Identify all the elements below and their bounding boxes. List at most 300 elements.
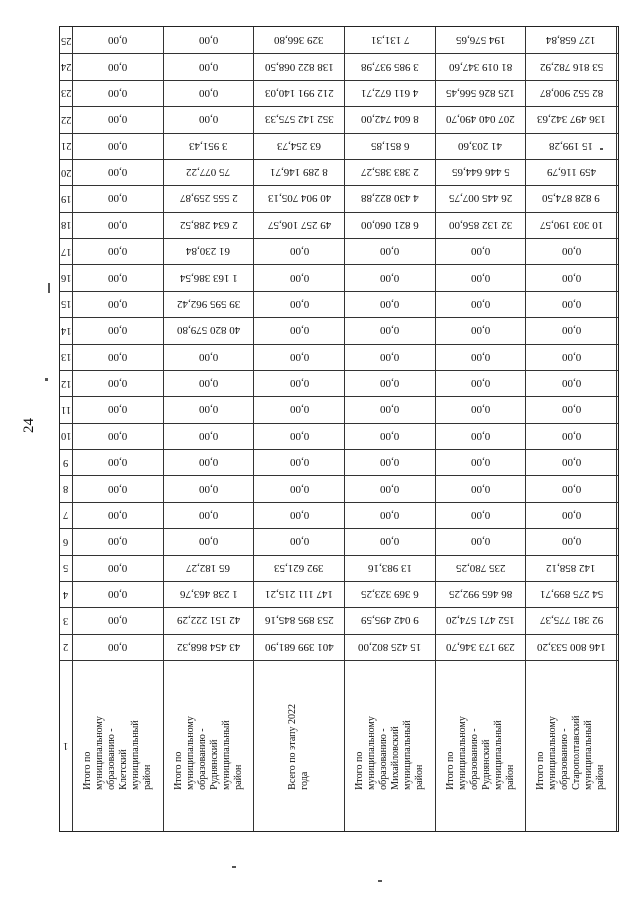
value-cell bbox=[164, 264, 254, 290]
row-label-text: Итого по муниципальному образованию - Старополтавский муниципальный район bbox=[535, 715, 607, 790]
column-index-text: 5 bbox=[63, 562, 69, 574]
value-cell bbox=[73, 607, 163, 633]
value-cell bbox=[254, 133, 344, 159]
column-index-text: 9 bbox=[63, 456, 69, 468]
value-cell bbox=[436, 317, 526, 343]
value-text: 142 858,12 bbox=[546, 561, 596, 574]
value-text: 0,00 bbox=[380, 535, 400, 548]
value-text: 0,00 bbox=[108, 324, 128, 337]
value-cell bbox=[73, 212, 163, 238]
value-text: 4 611 672,71 bbox=[361, 86, 419, 99]
value-text: 81 019 347,60 bbox=[448, 60, 513, 73]
value-text: 0,00 bbox=[108, 350, 128, 363]
value-cell bbox=[73, 581, 163, 607]
value-text: 152 471 574,20 bbox=[446, 614, 515, 627]
column-index-text: 25 bbox=[60, 34, 72, 46]
value-cell bbox=[73, 133, 163, 159]
column-index-text: 16 bbox=[60, 272, 72, 284]
value-text: 0,00 bbox=[108, 614, 128, 627]
value-text: 0,00 bbox=[108, 588, 128, 601]
value-text: 0,00 bbox=[470, 535, 491, 548]
value-cell bbox=[436, 396, 526, 422]
value-cell bbox=[164, 291, 254, 317]
grid-line bbox=[60, 370, 618, 371]
grid-line bbox=[60, 264, 618, 265]
value-text: 352 142 575,33 bbox=[264, 113, 334, 126]
value-cell bbox=[345, 581, 435, 607]
value-cell bbox=[164, 106, 254, 132]
value-cell bbox=[526, 528, 616, 554]
column-index-text: 21 bbox=[60, 140, 72, 152]
value-cell bbox=[73, 238, 163, 264]
column-index-cell bbox=[60, 159, 72, 185]
value-cell bbox=[164, 159, 254, 185]
value-cell bbox=[526, 396, 616, 422]
value-text: 3 985 937,98 bbox=[360, 60, 419, 73]
row-label-text: Итого по муниципальному образованию - Руднянский муниципальный район bbox=[172, 716, 244, 790]
column-index-cell bbox=[60, 53, 72, 79]
value-text: 138 822 068,50 bbox=[264, 60, 334, 73]
value-text: 42 151 222,29 bbox=[176, 614, 241, 627]
index-column bbox=[60, 27, 73, 831]
value-text: 253 895 845,16 bbox=[264, 614, 334, 627]
scan-mark bbox=[378, 880, 382, 882]
row-label-cell bbox=[345, 660, 435, 830]
value-cell bbox=[254, 159, 344, 185]
value-text: 401 399 681,90 bbox=[264, 640, 334, 653]
value-text: 40 820 579,80 bbox=[176, 324, 241, 337]
value-text: 125 826 566,45 bbox=[446, 86, 515, 99]
value-cell bbox=[345, 555, 435, 581]
value-cell bbox=[73, 502, 163, 528]
value-text: 63 254,73 bbox=[277, 139, 322, 152]
column-index-text: 18 bbox=[60, 219, 72, 231]
column-index-cell bbox=[60, 238, 72, 264]
value-cell bbox=[164, 317, 254, 343]
row-label-cell bbox=[164, 660, 254, 830]
column-index-text: 6 bbox=[63, 535, 69, 547]
value-text: 6 369 323,25 bbox=[360, 588, 419, 601]
value-text: 40 904 705,13 bbox=[267, 192, 331, 205]
value-text: 0,00 bbox=[198, 113, 219, 126]
value-cell bbox=[345, 370, 435, 396]
value-cell bbox=[73, 449, 163, 475]
value-cell bbox=[345, 27, 435, 53]
data-table bbox=[59, 26, 619, 832]
value-cell bbox=[345, 133, 435, 159]
value-text: 0,00 bbox=[470, 403, 491, 416]
row-label-text: Всего по этапу 2022 года bbox=[287, 704, 311, 790]
value-cell bbox=[526, 80, 616, 106]
column-index-cell bbox=[60, 502, 72, 528]
value-text: 0,00 bbox=[561, 350, 581, 363]
value-text: 0,00 bbox=[198, 508, 219, 521]
row-label-cell bbox=[526, 660, 616, 830]
value-cell bbox=[436, 80, 526, 106]
value-cell bbox=[526, 475, 616, 501]
value-text: 0,00 bbox=[108, 245, 128, 258]
value-cell bbox=[164, 423, 254, 449]
grid-line bbox=[60, 607, 618, 608]
value-cell bbox=[526, 555, 616, 581]
value-cell bbox=[164, 475, 254, 501]
value-text: 41 203,60 bbox=[458, 139, 503, 152]
table-row bbox=[164, 27, 255, 831]
value-cell bbox=[436, 27, 526, 53]
column-index-text: 24 bbox=[60, 61, 72, 73]
value-text: 0,00 bbox=[380, 403, 400, 416]
value-text: 0,00 bbox=[108, 535, 128, 548]
grid-line bbox=[60, 53, 618, 54]
column-index-text: 22 bbox=[60, 113, 72, 125]
value-cell bbox=[164, 27, 254, 53]
grid-line bbox=[60, 238, 618, 239]
value-text: 39 595 962,42 bbox=[176, 297, 241, 310]
value-cell bbox=[436, 449, 526, 475]
value-text: 0,00 bbox=[470, 245, 491, 258]
value-cell bbox=[254, 185, 344, 211]
value-cell bbox=[436, 133, 526, 159]
column-index-text: 17 bbox=[60, 245, 72, 257]
table-row bbox=[436, 27, 527, 831]
grid-line bbox=[60, 317, 618, 318]
column-index-text: 23 bbox=[60, 87, 72, 99]
value-cell bbox=[526, 133, 616, 159]
grid-line bbox=[60, 528, 618, 529]
value-cell bbox=[164, 449, 254, 475]
column-index-cell bbox=[60, 133, 72, 159]
value-cell bbox=[526, 607, 616, 633]
value-cell bbox=[164, 502, 254, 528]
value-text: 4 430 822,88 bbox=[360, 192, 419, 205]
value-cell bbox=[164, 80, 254, 106]
grid-line bbox=[60, 475, 618, 476]
value-cell bbox=[254, 396, 344, 422]
table-row bbox=[73, 27, 164, 831]
value-cell bbox=[436, 555, 526, 581]
value-cell bbox=[254, 80, 344, 106]
value-cell bbox=[526, 106, 616, 132]
column-index-text: 1 bbox=[63, 739, 69, 751]
value-text: 0,00 bbox=[108, 377, 128, 390]
value-cell bbox=[254, 502, 344, 528]
value-cell bbox=[73, 475, 163, 501]
value-text: 10 303 190,57 bbox=[539, 218, 603, 231]
value-cell bbox=[345, 106, 435, 132]
value-text: 0,00 bbox=[470, 324, 491, 337]
value-cell bbox=[73, 396, 163, 422]
value-text: 0,00 bbox=[289, 456, 309, 469]
value-cell bbox=[254, 27, 344, 53]
column-index-cell bbox=[60, 634, 72, 660]
value-cell bbox=[436, 528, 526, 554]
value-text: 13 983,16 bbox=[367, 561, 412, 574]
value-text: 75 077,22 bbox=[186, 166, 231, 179]
value-cell bbox=[73, 291, 163, 317]
value-cell bbox=[254, 317, 344, 343]
value-text: 0,00 bbox=[108, 561, 128, 574]
value-text: 0,00 bbox=[561, 508, 581, 521]
value-cell bbox=[345, 449, 435, 475]
value-cell bbox=[73, 80, 163, 106]
value-text: 53 816 782,92 bbox=[539, 60, 603, 73]
value-cell bbox=[73, 344, 163, 370]
page-number: 24 bbox=[21, 418, 37, 433]
value-text: 207 040 490,70 bbox=[446, 113, 515, 126]
value-cell bbox=[436, 212, 526, 238]
value-text: 235 780,25 bbox=[455, 561, 506, 574]
value-cell bbox=[436, 185, 526, 211]
column-index-cell bbox=[60, 185, 72, 211]
value-text: 2 383 385,27 bbox=[360, 166, 419, 179]
value-text: 0,00 bbox=[198, 456, 219, 469]
value-text: 0,00 bbox=[289, 297, 309, 310]
row-label-text: Итого по муниципальному образованию - Михайловский муниципальный район bbox=[353, 716, 425, 790]
value-cell bbox=[436, 344, 526, 370]
value-cell bbox=[164, 370, 254, 396]
value-text: 0,00 bbox=[108, 113, 128, 126]
column-index-text: 11 bbox=[60, 403, 72, 415]
value-text: 0,00 bbox=[470, 271, 491, 284]
value-text: 0,00 bbox=[561, 297, 581, 310]
value-cell bbox=[436, 502, 526, 528]
value-text: 0,00 bbox=[198, 86, 219, 99]
value-cell bbox=[345, 53, 435, 79]
value-cell bbox=[73, 264, 163, 290]
value-cell bbox=[345, 317, 435, 343]
value-text: 9 828 874,50 bbox=[542, 192, 601, 205]
scan-mark bbox=[45, 378, 48, 381]
row-label-cell bbox=[254, 660, 344, 830]
value-text: 0,00 bbox=[198, 377, 219, 390]
value-cell bbox=[526, 238, 616, 264]
value-text: 0,00 bbox=[380, 324, 400, 337]
value-cell bbox=[164, 607, 254, 633]
value-text: 0,00 bbox=[561, 535, 581, 548]
value-cell bbox=[73, 27, 163, 53]
column-index-cell bbox=[60, 528, 72, 554]
value-cell bbox=[345, 634, 435, 660]
value-text: 0,00 bbox=[561, 245, 581, 258]
scan-mark bbox=[48, 283, 50, 293]
value-text: 0,00 bbox=[380, 508, 400, 521]
value-cell bbox=[345, 159, 435, 185]
value-text: 0,00 bbox=[198, 482, 219, 495]
column-index-cell bbox=[60, 80, 72, 106]
value-cell bbox=[254, 344, 344, 370]
grid-line bbox=[60, 581, 618, 582]
value-text: 0,00 bbox=[561, 403, 581, 416]
grid-line bbox=[60, 106, 618, 107]
value-text: 0,00 bbox=[289, 377, 309, 390]
value-text: 0,00 bbox=[470, 456, 491, 469]
value-text: 9 042 495,59 bbox=[360, 614, 419, 627]
value-cell bbox=[436, 159, 526, 185]
value-text: 1 238 463,76 bbox=[179, 588, 238, 601]
column-index-cell bbox=[60, 555, 72, 581]
value-cell bbox=[254, 264, 344, 290]
value-text: 0,00 bbox=[108, 166, 128, 179]
value-cell bbox=[254, 528, 344, 554]
value-cell bbox=[254, 238, 344, 264]
value-cell bbox=[436, 238, 526, 264]
value-cell bbox=[345, 344, 435, 370]
value-cell bbox=[436, 106, 526, 132]
value-cell bbox=[164, 344, 254, 370]
value-cell bbox=[526, 53, 616, 79]
grid-line bbox=[60, 396, 618, 397]
value-text: 0,00 bbox=[380, 377, 400, 390]
value-cell bbox=[436, 607, 526, 633]
value-text: 7 131,31 bbox=[370, 34, 410, 47]
column-index-cell bbox=[60, 475, 72, 501]
value-text: 0,00 bbox=[470, 297, 491, 310]
value-text: 0,00 bbox=[470, 429, 491, 442]
value-cell bbox=[164, 238, 254, 264]
row-label-text: Итого по муниципальному образованию - Руднянский муниципальный район bbox=[444, 716, 516, 790]
value-text: 54 275 899,71 bbox=[539, 588, 603, 601]
value-cell bbox=[164, 53, 254, 79]
value-text: 0,00 bbox=[380, 350, 400, 363]
column-index-cell bbox=[60, 370, 72, 396]
row-label-cell bbox=[73, 660, 163, 830]
value-cell bbox=[526, 264, 616, 290]
value-cell bbox=[254, 449, 344, 475]
grid-line bbox=[60, 449, 618, 450]
value-text: 6 821 060,00 bbox=[360, 218, 419, 231]
column-index-text: 10 bbox=[60, 430, 72, 442]
value-text: 0,00 bbox=[108, 218, 128, 231]
value-cell bbox=[164, 133, 254, 159]
value-cell bbox=[73, 106, 163, 132]
value-text: 92 381 775,37 bbox=[539, 614, 603, 627]
column-index-cell bbox=[60, 449, 72, 475]
value-text: 0,00 bbox=[561, 429, 581, 442]
table-row bbox=[526, 27, 617, 831]
column-index-cell bbox=[60, 581, 72, 607]
value-cell bbox=[345, 238, 435, 264]
value-text: 0,00 bbox=[108, 86, 128, 99]
value-text: 86 465 992,25 bbox=[448, 588, 513, 601]
value-cell bbox=[254, 291, 344, 317]
column-index-text: 15 bbox=[60, 298, 72, 310]
value-text: 0,00 bbox=[561, 271, 581, 284]
value-text: 459 116,79 bbox=[546, 166, 596, 179]
value-cell bbox=[164, 528, 254, 554]
value-text: 2 634 288,52 bbox=[179, 218, 238, 231]
value-text: 43 454 868,32 bbox=[176, 640, 241, 653]
column-index-cell bbox=[60, 317, 72, 343]
value-text: 0,00 bbox=[198, 429, 219, 442]
value-cell bbox=[345, 502, 435, 528]
value-cell bbox=[345, 80, 435, 106]
value-text: 15 199,28 bbox=[549, 139, 594, 152]
table-row bbox=[345, 27, 436, 831]
value-text: 136 497 342,63 bbox=[536, 113, 606, 126]
value-text: 127 658,84 bbox=[546, 34, 596, 47]
value-text: 212 991 140,03 bbox=[264, 86, 334, 99]
value-cell bbox=[254, 555, 344, 581]
value-text: 15 425 802,00 bbox=[358, 640, 422, 653]
value-text: 0,00 bbox=[289, 429, 309, 442]
value-cell bbox=[73, 423, 163, 449]
value-text: 0,00 bbox=[198, 535, 219, 548]
value-text: 0,00 bbox=[108, 139, 128, 152]
value-text: 8 604 742,00 bbox=[360, 113, 419, 126]
value-text: 0,00 bbox=[380, 482, 400, 495]
column-index-text: 3 bbox=[63, 614, 69, 626]
column-index-cell bbox=[60, 344, 72, 370]
value-text: 147 111 215,21 bbox=[265, 588, 334, 601]
column-index-cell bbox=[60, 106, 72, 132]
column-index-cell bbox=[60, 607, 72, 633]
value-text: 0,00 bbox=[380, 456, 400, 469]
value-cell bbox=[254, 475, 344, 501]
value-text: 0,00 bbox=[108, 640, 128, 653]
value-cell bbox=[526, 634, 616, 660]
value-text: 0,00 bbox=[289, 403, 309, 416]
value-text: 65 182,27 bbox=[186, 561, 231, 574]
value-cell bbox=[164, 185, 254, 211]
value-text: 329 366,80 bbox=[274, 34, 324, 47]
value-cell bbox=[526, 370, 616, 396]
value-cell bbox=[164, 396, 254, 422]
value-cell bbox=[526, 317, 616, 343]
value-cell bbox=[164, 634, 254, 660]
column-index-cell bbox=[60, 660, 72, 830]
value-cell bbox=[345, 396, 435, 422]
value-text: 0,00 bbox=[470, 482, 491, 495]
value-cell bbox=[526, 212, 616, 238]
value-text: 0,00 bbox=[289, 324, 309, 337]
value-cell bbox=[254, 634, 344, 660]
value-cell bbox=[73, 159, 163, 185]
value-text: 0,00 bbox=[561, 324, 581, 337]
grid-line bbox=[60, 291, 618, 292]
value-text: 0,00 bbox=[561, 456, 581, 469]
column-index-text: 19 bbox=[60, 192, 72, 204]
value-text: 239 173 346,70 bbox=[446, 640, 515, 653]
value-text: 0,00 bbox=[108, 60, 128, 73]
value-cell bbox=[436, 264, 526, 290]
value-text: 0,00 bbox=[380, 245, 400, 258]
value-cell bbox=[254, 607, 344, 633]
column-index-cell bbox=[60, 27, 72, 53]
value-cell bbox=[526, 291, 616, 317]
value-text: 194 576,65 bbox=[455, 34, 506, 47]
grid-line bbox=[60, 502, 618, 503]
value-cell bbox=[73, 53, 163, 79]
value-text: 0,00 bbox=[108, 508, 128, 521]
value-text: 0,00 bbox=[108, 403, 128, 416]
column-index-text: 7 bbox=[63, 509, 69, 521]
value-cell bbox=[254, 106, 344, 132]
value-cell bbox=[526, 344, 616, 370]
value-text: 0,00 bbox=[470, 377, 491, 390]
value-text: 0,00 bbox=[198, 403, 219, 416]
value-cell bbox=[164, 212, 254, 238]
value-text: 0,00 bbox=[289, 271, 309, 284]
column-index-text: 4 bbox=[63, 588, 69, 600]
grid-line bbox=[60, 634, 618, 635]
value-cell bbox=[526, 581, 616, 607]
value-cell bbox=[436, 634, 526, 660]
value-text: 0,00 bbox=[289, 482, 309, 495]
value-text: 3 951,43 bbox=[189, 139, 228, 152]
value-text: 8 289 146,71 bbox=[270, 166, 329, 179]
value-cell bbox=[436, 370, 526, 396]
value-cell bbox=[345, 185, 435, 211]
